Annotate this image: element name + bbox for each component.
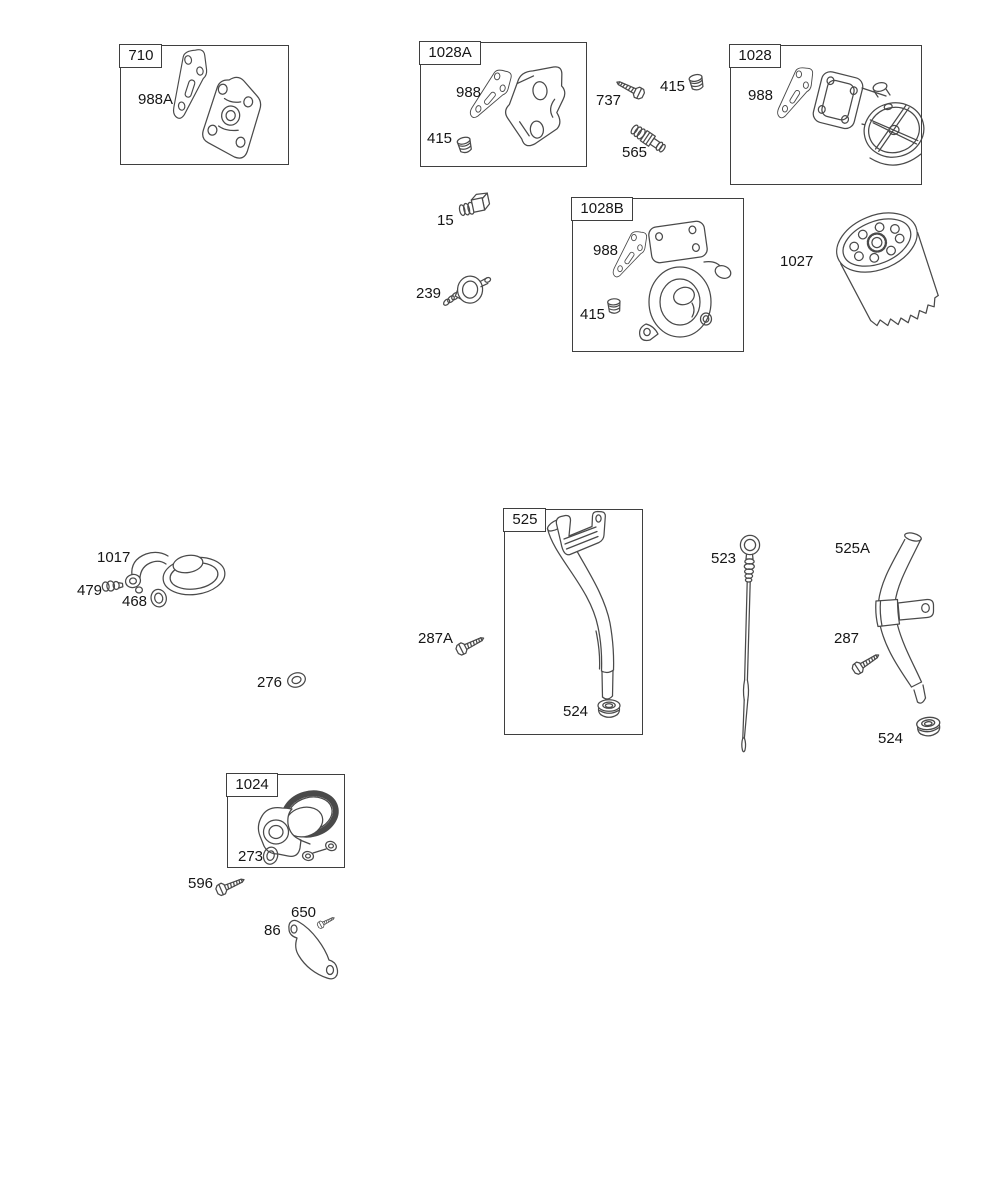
group-box-1028 [730, 45, 922, 185]
switch-239-illustration [442, 272, 492, 311]
callout-596: 596 [188, 875, 214, 892]
callout-15: 15 [437, 212, 454, 229]
callout-239: 239 [416, 285, 442, 302]
group-box-1028b [572, 198, 744, 352]
bolt-287a-illustration [455, 633, 487, 657]
callout-988a: 988A [138, 91, 174, 108]
fill-tube-525a-illustration [876, 531, 934, 703]
seal-524-right-illustration [916, 716, 941, 737]
callout-415-1028a: 415 [427, 130, 453, 147]
screw-650-illustration [316, 914, 335, 929]
callout-524-525: 524 [563, 703, 589, 720]
callout-479: 479 [77, 582, 103, 599]
callout-737: 737 [596, 92, 622, 109]
callout-525a: 525A [835, 540, 871, 557]
callout-650: 650 [291, 904, 317, 921]
callout-287a: 287A [418, 630, 454, 647]
square-plug-15-illustration [457, 192, 491, 216]
slinger-1017-illustration [124, 552, 227, 598]
bolt-596-illustration [215, 874, 247, 897]
group-tag-1028b: 1028B [571, 197, 632, 221]
o-ring-468-illustration [149, 588, 168, 608]
screw-479-illustration [102, 580, 123, 592]
callout-988-1028a: 988 [456, 84, 482, 101]
callout-1017: 1017 [97, 549, 131, 566]
bolt-287-illustration [851, 650, 882, 676]
dipstick-523-illustration [740, 535, 759, 751]
group-tag-710: 710 [119, 44, 162, 68]
callout-524-right: 524 [878, 730, 904, 747]
callout-565: 565 [622, 144, 648, 161]
callout-415-1028b: 415 [580, 306, 606, 323]
oil-filter-1027-illustration [828, 202, 948, 338]
washer-276-illustration [286, 671, 307, 690]
callout-415-top: 415 [660, 78, 686, 95]
group-box-1028a [420, 42, 587, 167]
group-box-525 [504, 509, 643, 735]
callout-523: 523 [711, 550, 737, 567]
callout-86: 86 [264, 922, 281, 939]
group-tag-1024: 1024 [226, 773, 277, 797]
callout-1027: 1027 [780, 253, 814, 270]
callout-287: 287 [834, 630, 860, 647]
cover-86-illustration [289, 920, 338, 978]
callout-468: 468 [122, 593, 148, 610]
group-tag-525: 525 [503, 508, 546, 532]
callout-988-1028: 988 [748, 87, 774, 104]
group-tag-1028: 1028 [729, 44, 780, 68]
plug-415-top-illustration [689, 73, 705, 91]
callout-988-1028b: 988 [593, 242, 619, 259]
callout-273: 273 [238, 848, 264, 865]
callout-276: 276 [257, 674, 283, 691]
group-tag-1028a: 1028A [419, 41, 480, 65]
